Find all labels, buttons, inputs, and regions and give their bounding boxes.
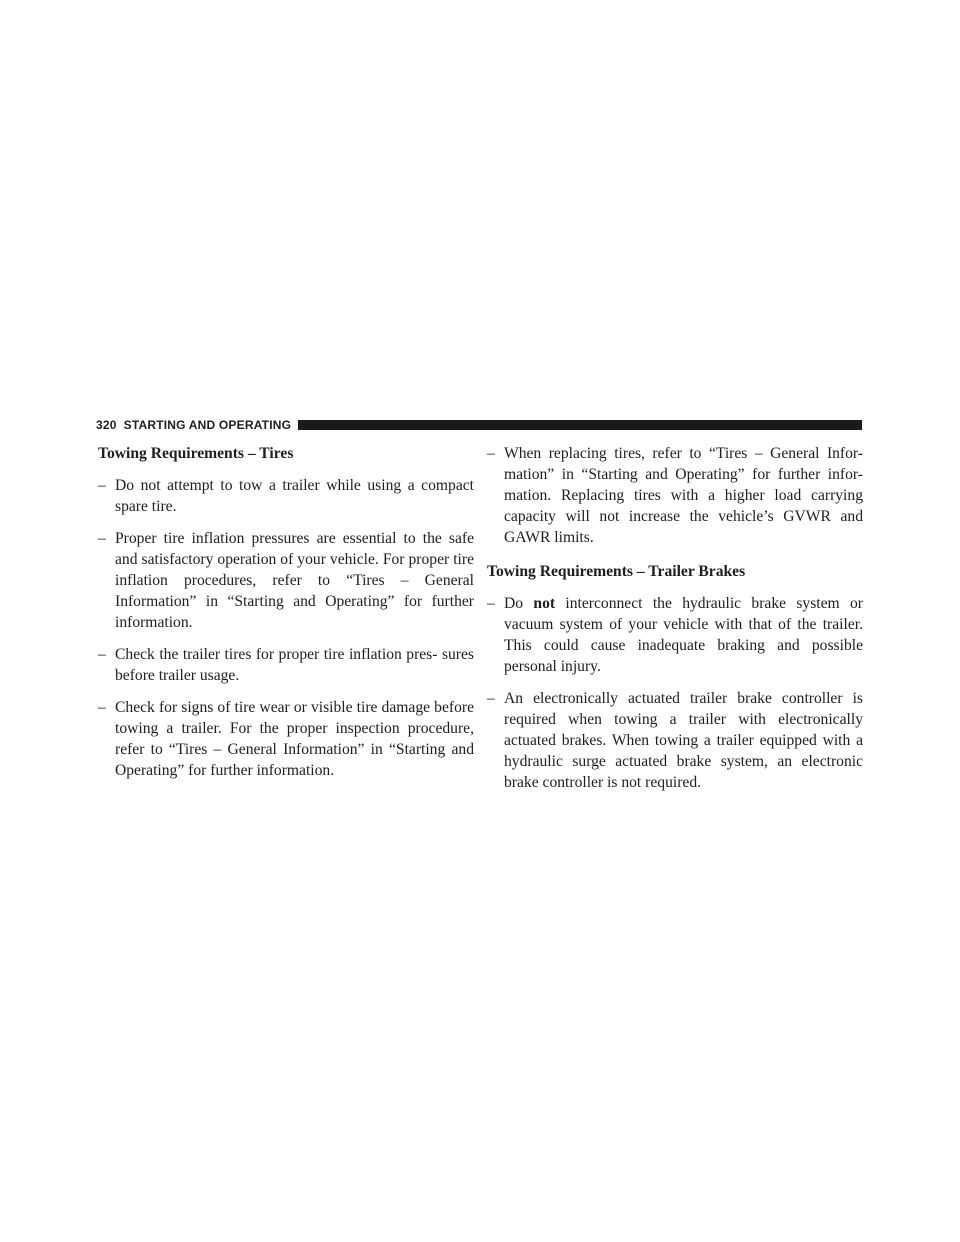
list-item-continuation: vacuum system of your vehicle with that of the trailer. This could cause inadequate braking and possible personal injury. — [504, 616, 863, 675]
list-item — [98, 644, 474, 686]
list-item-first-line: Check the trailer tires for proper tire inflation pres- — [115, 646, 438, 663]
left-column — [98, 443, 474, 792]
section-heading-trailer-brakes: Towing Requirements – Trailer Brakes — [487, 563, 746, 580]
list-dash: – — [98, 477, 106, 494]
list-item — [98, 528, 474, 633]
list-item-first-line: Do not attempt to tow a trailer while using a compact — [115, 477, 474, 494]
list-item-first-line: Proper tire inflation pressures are essential to the safe — [115, 530, 474, 547]
list-dash: – — [98, 530, 106, 547]
list-item — [487, 688, 863, 793]
list-item-first-line: Check for signs of tire wear or visible tire damage — [115, 699, 431, 716]
emphasis-not: not — [533, 595, 556, 612]
list-item-continuation: required when towing a trailer with electronically actuated brakes. When towing a trailer equipped with a hydraulic surge actuated brake system, an electronic brake controller is not required. — [504, 711, 863, 791]
list-item-text — [504, 593, 863, 677]
list-item-continuation: mation” in “Starting and Operating” for further infor- mation. Replacing tires with a higher load carrying capacity will not increase the vehicle’s GVWR and GAWR limits. — [504, 466, 863, 546]
right-column — [487, 443, 863, 804]
list-item — [487, 593, 863, 677]
header-rule — [298, 420, 862, 430]
section-title: STARTING AND OPERATING — [123, 418, 292, 432]
list-item-continuation: and satisfactory operation of your vehicle. For proper tire inflation procedures, refer to “Tires – General Information” in “Starting and Operating” for further information. — [115, 551, 474, 631]
list-item-text — [115, 475, 474, 517]
list-item-text — [115, 644, 474, 686]
list-item-text — [504, 688, 863, 793]
section-heading-tires: Towing Requirements – Tires — [98, 445, 294, 462]
list-item — [98, 475, 474, 517]
list-item-lead: Do — [504, 595, 524, 612]
list-item-continuation: sures before trailer usage. — [115, 646, 474, 684]
list-dash: – — [98, 646, 106, 663]
page-number: 320 — [96, 418, 117, 432]
list-dash: – — [487, 595, 495, 612]
list-item-first-line: When replacing tires, refer to “Tires – General Infor- — [504, 445, 863, 462]
page-header — [96, 418, 862, 432]
list-item-text — [115, 528, 474, 633]
list-item-text — [115, 697, 474, 781]
list-item-first-line: interconnect the hydraulic brake system or — [565, 595, 864, 612]
list-item-first-line: An electronically actuated trailer brake controller is — [504, 690, 863, 707]
list-dash: – — [98, 699, 106, 716]
list-dash: – — [487, 445, 495, 462]
list-item — [98, 697, 474, 781]
list-item-text — [504, 443, 863, 548]
list-dash: – — [487, 690, 495, 707]
list-item — [487, 443, 863, 548]
list-item-continuation: before towing a trailer. For the proper inspection procedure, refer to “Tires – General Information” in “Starting and Operating” for further information. — [115, 699, 474, 779]
list-item-continuation: spare tire. — [115, 498, 177, 515]
